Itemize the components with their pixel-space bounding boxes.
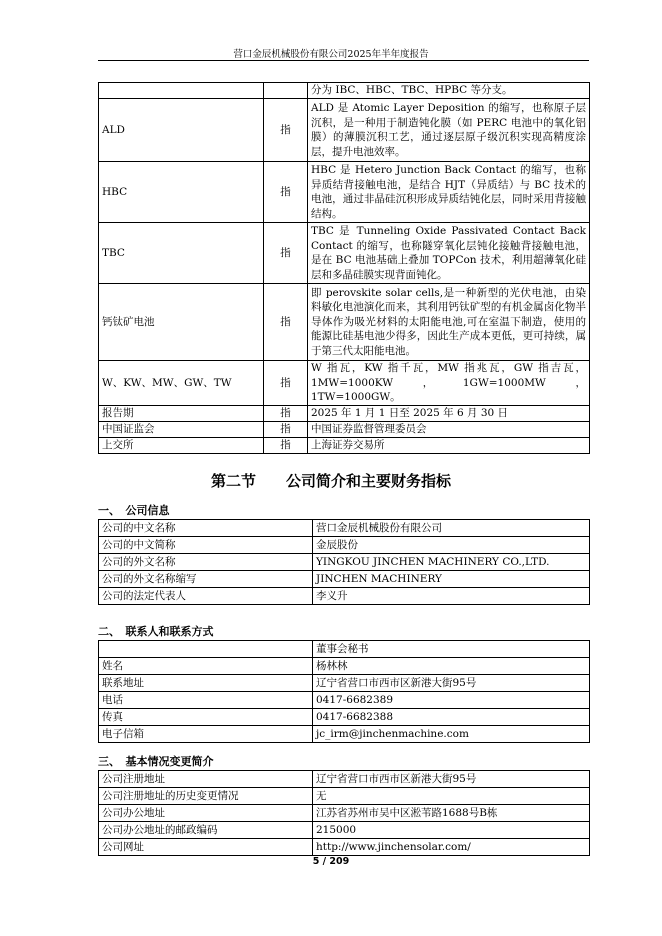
table-row <box>99 520 590 537</box>
table-row <box>99 822 590 839</box>
definition-cell: HBC 是 Hetero Junction Back Contact 的缩写，也称异质结背接触电池，是结合 HJT（异质结）与 BC 技术的电池，通过非晶硅沉积形成异质结钝化层，同时采用背接触结构。 <box>308 162 590 223</box>
page-number: 5 / 209 <box>312 856 350 867</box>
term-cell: 报告期 <box>99 405 264 421</box>
company-info-table <box>98 519 590 605</box>
label-cell <box>99 641 313 658</box>
page-header: 营口金辰机械股份有限公司2025年半年度报告 <box>233 49 429 60</box>
label-cell: 公司的法定代表人 <box>99 588 313 605</box>
company-info-heading: 一、 公司信息 <box>98 504 170 517</box>
term-cell: 钙钛矿电池 <box>99 284 264 361</box>
value-cell: 无 <box>313 788 590 805</box>
table-row <box>99 839 590 856</box>
value-cell: http://www.jinchensolar.com/ <box>313 839 590 856</box>
table-row <box>99 692 590 709</box>
label-cell: 公司办公地址的邮政编码 <box>99 822 313 839</box>
table-row <box>99 405 590 421</box>
value-cell: 辽宁省营口市西市区新港大街95号 <box>313 675 590 692</box>
definition-cell: ALD 是 Atomic Layer Deposition 的缩写，也称原子层沉积，是一种用于制造钝化膜（如 PERC 电池中的氧化铝膜）的薄膜沉积工艺，通过逐层原子级沉积实现高精度涂层，提升电池效率。 <box>308 99 590 162</box>
value-cell: 杨林林 <box>313 658 590 675</box>
term-cell: 中国证监会 <box>99 421 264 437</box>
value-cell: JINCHEN MACHINERY <box>313 571 590 588</box>
header-divider <box>98 60 589 61</box>
contact-heading: 二、 联系人和联系方式 <box>98 625 214 638</box>
table-row <box>99 726 590 743</box>
table-row <box>99 554 590 571</box>
glossary-table <box>98 82 590 454</box>
definition-cell: 分为 IBC、HBC、TBC、HPBC 等分支。 <box>308 83 590 99</box>
ref-cell: 指 <box>264 162 308 223</box>
label-cell: 公司办公地址 <box>99 805 313 822</box>
definition-cell: 上海证券交易所 <box>308 437 590 453</box>
table-row <box>99 571 590 588</box>
ref-cell <box>264 83 308 99</box>
table-row <box>99 284 590 361</box>
ref-cell: 指 <box>264 361 308 406</box>
label-cell: 电子信箱 <box>99 726 313 743</box>
definition-cell: TBC 是 Tunneling Oxide Passivated Contact Back Contact 的缩写，也称隧穿氧化层钝化接触背接触电池，是在 BC 电池基础上叠加 TOPCon 技术，利用超薄氧化硅层和多晶硅膜实现背面钝化。 <box>308 223 590 284</box>
value-cell: 江苏省苏州市吴中区淞苇路1688号B栋 <box>313 805 590 822</box>
value-cell: jc_irm@jinchenmachine.com <box>313 726 590 743</box>
term-cell: 上交所 <box>99 437 264 453</box>
definition-cell: 中国证券监督管理委员会 <box>308 421 590 437</box>
term-cell <box>99 83 264 99</box>
definition-cell: W 指瓦，KW 指千瓦，MW 指兆瓦，GW 指吉瓦，1MW=1000KW，1GW=1000MW，1TW=1000GW。 <box>308 361 590 406</box>
table-row <box>99 437 590 453</box>
label-cell: 联系地址 <box>99 675 313 692</box>
label-cell: 公司注册地址的历史变更情况 <box>99 788 313 805</box>
ref-cell: 指 <box>264 223 308 284</box>
table-row <box>99 788 590 805</box>
table-row <box>99 805 590 822</box>
table-row <box>99 588 590 605</box>
section-title: 第二节 公司简介和主要财务指标 <box>210 472 451 490</box>
contact-table <box>98 640 590 743</box>
label-cell: 公司的中文名称 <box>99 520 313 537</box>
label-cell: 公司的外文名称 <box>99 554 313 571</box>
column-header: 董事会秘书 <box>313 641 590 658</box>
label-cell: 传真 <box>99 709 313 726</box>
term-cell: TBC <box>99 223 264 284</box>
label-cell: 公司注册地址 <box>99 771 313 788</box>
value-cell: 营口金辰机械股份有限公司 <box>313 520 590 537</box>
table-row <box>99 675 590 692</box>
label-cell: 电话 <box>99 692 313 709</box>
definition-cell: 2025 年 1 月 1 日至 2025 年 6 月 30 日 <box>308 405 590 421</box>
table-row <box>99 771 590 788</box>
value-cell: 金辰股份 <box>313 537 590 554</box>
label-cell: 姓名 <box>99 658 313 675</box>
ref-cell: 指 <box>264 437 308 453</box>
table-row <box>99 99 590 162</box>
table-row <box>99 361 590 406</box>
table-row <box>99 223 590 284</box>
table-row <box>99 83 590 99</box>
table-row <box>99 162 590 223</box>
value-cell: 李义升 <box>313 588 590 605</box>
ref-cell: 指 <box>264 405 308 421</box>
ref-cell: 指 <box>264 421 308 437</box>
value-cell: 215000 <box>313 822 590 839</box>
value-cell: YINGKOU JINCHEN MACHINERY CO.,LTD. <box>313 554 590 571</box>
label-cell: 公司网址 <box>99 839 313 856</box>
basic-changes-heading: 三、 基本情况变更简介 <box>98 755 214 768</box>
value-cell: 0417-6682389 <box>313 692 590 709</box>
term-cell: HBC <box>99 162 264 223</box>
table-row <box>99 709 590 726</box>
value-cell: 辽宁省营口市西市区新港大街95号 <box>313 771 590 788</box>
table-row <box>99 537 590 554</box>
ref-cell: 指 <box>264 284 308 361</box>
table-row <box>99 421 590 437</box>
label-cell: 公司的外文名称缩写 <box>99 571 313 588</box>
table-row <box>99 641 590 658</box>
value-cell: 0417-6682388 <box>313 709 590 726</box>
term-cell: W、KW、MW、GW、TW <box>99 361 264 406</box>
definition-cell: 即 perovskite solar cells,是一种新型的光伏电池，由染料敏化电池演化而来，其利用钙钛矿型的有机金属卤化物半导体作为吸光材料的太阳能电池,可在室温下制造，使用的能源比硅基电池少得多，因此生产成本更低，更可持续，属于第三代太阳能电池。 <box>308 284 590 361</box>
table-row <box>99 658 590 675</box>
ref-cell: 指 <box>264 99 308 162</box>
basic-changes-table <box>98 770 590 856</box>
label-cell: 公司的中文简称 <box>99 537 313 554</box>
term-cell: ALD <box>99 99 264 162</box>
